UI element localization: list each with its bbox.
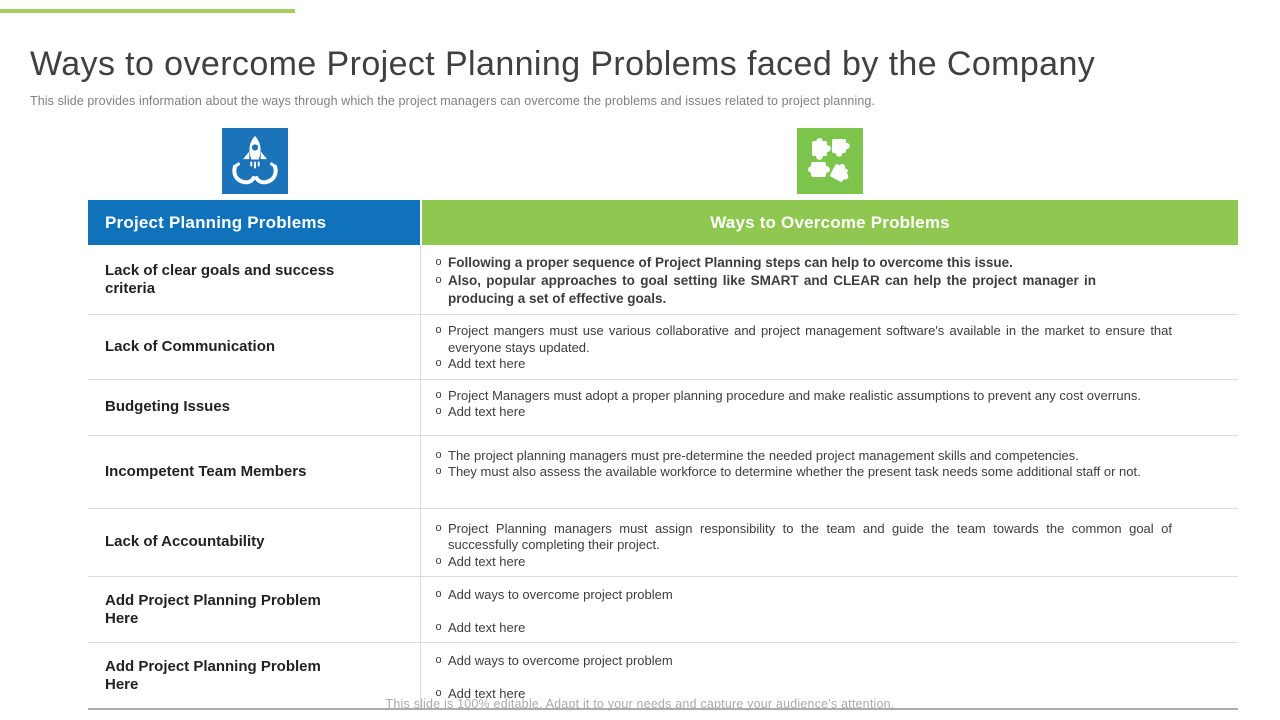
bullet-text: Project mangers must use various collaborative and project management software's available in the market to ensure that everyone stays updated. (448, 323, 1172, 355)
bullet-text: Following a proper sequence of Project Planning steps can help to overcome this issue. (448, 255, 1013, 270)
list-item (429, 448, 1172, 465)
problem-label: Incompetent Team Members (105, 462, 307, 480)
bullet-marker: o (435, 449, 442, 462)
list-item (429, 388, 1172, 405)
bullet-marker: o (435, 621, 442, 634)
problem-label: Lack of Communication (105, 337, 276, 355)
problem-label: Budgeting Issues (105, 398, 231, 415)
bullet-marker: o (435, 589, 442, 601)
bullet-marker: o (435, 466, 442, 478)
bullet-text: They must also assess the available workforce to determine whether the present task needs some additional staff or not. (448, 464, 1141, 479)
list-item (429, 254, 1172, 272)
table-row (88, 508, 1238, 577)
bullet-text: Add text here (448, 404, 526, 419)
table-row (88, 435, 1238, 508)
bullet-marker: o (435, 522, 442, 535)
rocket-in-hands-icon (222, 128, 288, 194)
problem-label: Lack of Accountability (105, 533, 265, 551)
table-row (88, 314, 1238, 379)
bullet-marker: o (435, 555, 442, 568)
list-item (429, 464, 1172, 481)
slide-subtitle: This slide provides information about the ways through which the project managers can overcome the problems and issues related to project planning. (30, 93, 876, 108)
bullet-text: Project Planning managers must assign responsibility to the team and guide the team towards the common goal of successfully completing their project. (448, 520, 1172, 552)
problems-table (88, 200, 1238, 710)
bullet-marker: o (435, 257, 442, 269)
list-item (429, 653, 1172, 670)
table-row (88, 245, 1238, 314)
problem-label: Lack of clear goals and success criteria (105, 261, 335, 297)
bullet-text: The project planning managers must pre-determine the needed project management skills and competencies. (448, 447, 1079, 463)
bullet-text: Add text here (448, 553, 526, 569)
puzzle-pieces-icon (797, 128, 863, 194)
list-item (429, 323, 1172, 356)
footer-note: This slide is 100% editable. Adapt it to your needs and capture your audience's attention. (385, 697, 895, 711)
bullet-text: Add text here (448, 356, 526, 371)
bullet-marker: o (435, 275, 442, 287)
bullet-text: Add ways to overcome project problem (448, 653, 673, 668)
bullet-marker: o (435, 406, 442, 418)
table-row (88, 576, 1238, 642)
bullet-text: Add ways to overcome project problem (448, 587, 673, 602)
bullet-marker: o (435, 687, 442, 700)
list-item (429, 587, 1172, 604)
list-item (429, 272, 1172, 308)
bullet-marker: o (435, 358, 442, 370)
header-ways: Ways to Overcome Problems (422, 200, 1238, 245)
page-title: Ways to overcome Project Planning Problems faced by the Company (30, 44, 1096, 83)
problem-label: Add Project Planning Problem Here (105, 591, 321, 627)
table-row (88, 379, 1238, 435)
list-item (429, 404, 1172, 421)
list-item (429, 620, 1172, 637)
list-item (429, 356, 1172, 373)
table-header-row (88, 200, 1238, 245)
bullet-marker: o (435, 325, 442, 337)
bullet-marker: o (435, 655, 442, 667)
bullet-marker: o (435, 389, 442, 402)
list-item (429, 554, 1172, 571)
bullet-text: Add text here (448, 685, 526, 701)
bullet-text: Project Managers must adopt a proper planning procedure and make realistic assumptions to prevent any cost overruns. (448, 387, 1141, 403)
list-item (429, 521, 1172, 554)
problem-label: Add Project Planning Problem Here (105, 657, 321, 693)
bullet-text: Add text here (448, 619, 526, 635)
header-problems: Project Planning Problems (88, 200, 420, 245)
accent-line (0, 9, 295, 13)
bullet-text: Also, popular approaches to goal setting like SMART and CLEAR can help the project manager in producing a set of effective goals. (448, 273, 1096, 306)
